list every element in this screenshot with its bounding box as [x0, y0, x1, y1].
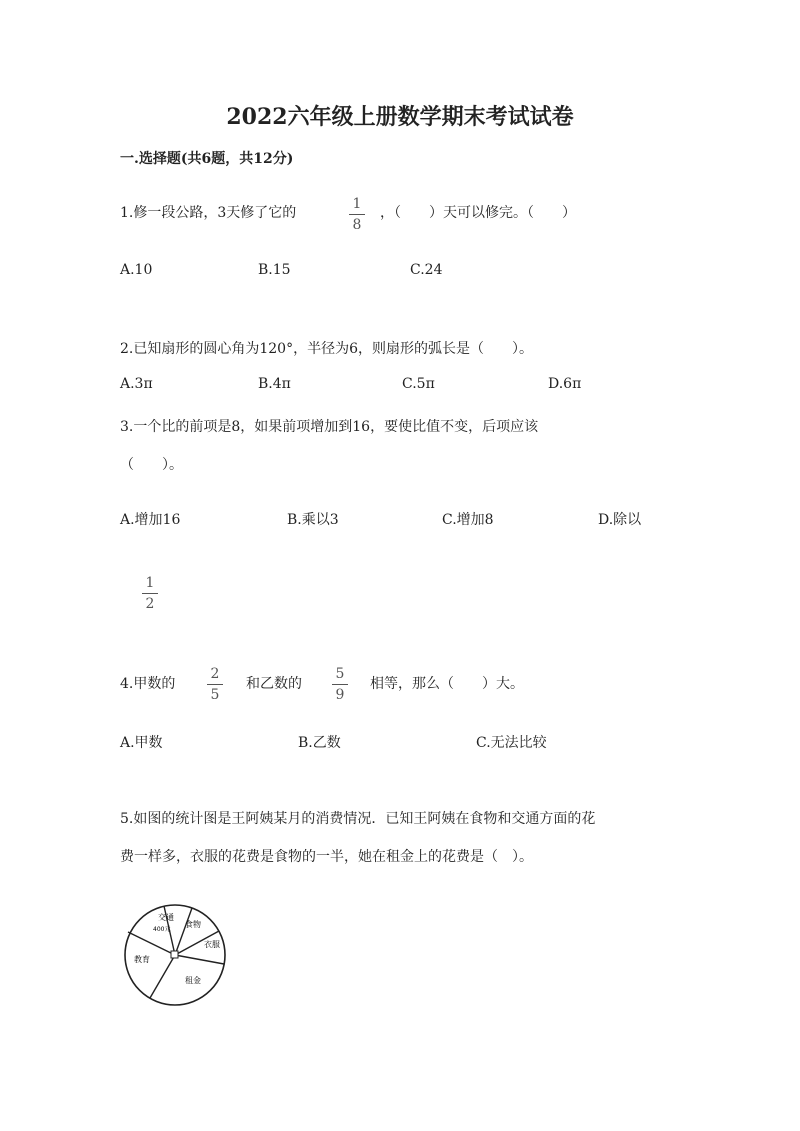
pie-center-marker — [171, 951, 178, 958]
question-1-text-before: 1.修一段公路，3天修了它的 — [120, 205, 297, 221]
question-3-option-d-fraction — [142, 575, 158, 612]
pie-label-transport: 交通 — [158, 913, 174, 922]
fraction-bar — [142, 593, 158, 594]
question-3-text-line2: （ ）。 — [120, 457, 183, 473]
section-heading: 一.选择题(共6题，共12分) — [120, 151, 294, 167]
question-2-option-b[interactable]: B.4π — [258, 376, 291, 392]
fraction-denominator: 5 — [210, 687, 220, 703]
page-title: 2022六年级上册数学期末考试试卷 — [226, 104, 574, 130]
question-1-fraction — [349, 196, 365, 233]
question-4-text-c: 相等，那么（ ）大。 — [370, 676, 524, 692]
question-2-text: 2.已知扇形的圆心角为120°，半径为6，则扇形的弧长是（ ）。 — [120, 341, 533, 357]
question-3-option-a[interactable]: A.增加16 — [120, 512, 181, 528]
pie-label-clothes: 衣服 — [204, 940, 220, 949]
question-3-option-b[interactable]: B.乘以3 — [287, 512, 339, 528]
question-1-option-b[interactable]: B.15 — [258, 262, 291, 278]
question-1-option-a[interactable]: A.10 — [120, 262, 153, 278]
question-4-text-b: 和乙数的 — [246, 676, 302, 692]
question-4-option-b[interactable]: B.乙数 — [298, 735, 341, 751]
fraction-denominator: 9 — [335, 687, 345, 703]
fraction-numerator: 1 — [352, 196, 362, 212]
question-4-fraction-a — [207, 666, 223, 703]
question-1-text-after: ，（ ）天可以修完。（ ） — [380, 205, 576, 221]
fraction-numerator: 1 — [145, 575, 155, 591]
question-4-fraction-b — [332, 666, 348, 703]
fraction-bar — [207, 684, 223, 685]
question-5-text-line2: 费一样多，衣服的花费是食物的一半，她在租金上的花费是（ ）。 — [120, 849, 533, 865]
consumption-pie-chart — [120, 900, 240, 1010]
question-3-option-c[interactable]: C.增加8 — [442, 512, 494, 528]
question-2-option-d[interactable]: D.6π — [548, 376, 582, 392]
question-4-text-a: 4.甲数的 — [120, 676, 176, 692]
pie-label-rent: 租金 — [185, 976, 201, 985]
pie-label-transport-value: 400元 — [153, 926, 171, 933]
fraction-numerator: 5 — [335, 666, 345, 682]
question-1-option-c[interactable]: C.24 — [410, 262, 443, 278]
pie-label-food: 食物 — [185, 920, 201, 929]
question-3-option-d[interactable]: D.除以 — [598, 512, 642, 528]
question-2-option-a[interactable]: A.3π — [120, 376, 153, 392]
question-5-text-line1: 5.如图的统计图是王阿姨某月的消费情况．已知王阿姨在食物和交通方面的花 — [120, 811, 596, 827]
fraction-numerator: 2 — [210, 666, 220, 682]
question-3-text-line1: 3.一个比的前项是8，如果前项增加到16，要使比值不变，后项应该 — [120, 419, 539, 435]
question-4-option-a[interactable]: A.甲数 — [120, 735, 163, 751]
fraction-denominator: 8 — [352, 217, 362, 233]
question-4-option-c[interactable]: C.无法比较 — [476, 735, 547, 751]
question-2-option-c[interactable]: C.5π — [402, 376, 435, 392]
fraction-bar — [332, 684, 348, 685]
fraction-bar — [349, 214, 365, 215]
pie-label-education: 教育 — [134, 955, 150, 964]
fraction-denominator: 2 — [145, 596, 155, 612]
